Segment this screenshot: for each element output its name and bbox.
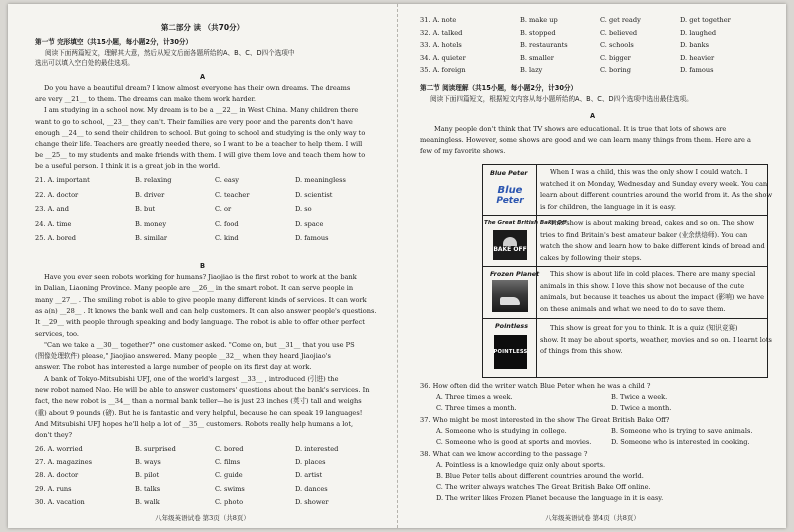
cloze-option: C. food [215, 219, 239, 228]
cloze-option: D. dances [295, 484, 328, 493]
show-name-pointless: Pointless [495, 322, 529, 330]
intro-line: few of my favorite shows. [420, 147, 506, 155]
passage-b-line: It __29__ with people through speaking and body language. The robot is able to offer other perfect [35, 318, 365, 327]
passage-b-line: don't they? [35, 431, 73, 440]
cloze-option: C. believed [600, 28, 638, 37]
show-text-line: cakes by following their steps. [540, 253, 642, 262]
q36-option-a: A. Three times a week. [436, 393, 513, 401]
cloze-option: C. photo [215, 497, 244, 506]
cloze-option: D. places [295, 458, 326, 467]
cloze-option: B. money [135, 219, 167, 228]
intro-line: Many people don't think that TV shows are educational. It is true that lots of shows are [434, 125, 727, 133]
passage-b-line: Have you ever seen robots working for humans? Jiaojiao is the first robot to work at the bank [44, 273, 357, 281]
cloze-option: D. scientist [295, 190, 333, 199]
right-page [397, 4, 786, 528]
passage-a-line: change their life. Teachers are greatly needed there, so I want to be a teacher to help them. I will [35, 140, 363, 148]
show-text-line: This show is great for you to think. It is a quiz (知识竞赛) [550, 324, 738, 332]
show-text-line: When I was a child, this was the only show I could watch. I [550, 168, 748, 176]
cloze-option: 24. A. time [35, 219, 72, 228]
show-text-line: tries to find Britain's best amateur baker (业余烘焙师). You can [540, 230, 748, 239]
passage-b-line: A bank of Tokyo-Mitsubishi UFJ, one of the world's largest __33__ , introduced (引进) the [44, 374, 339, 383]
cloze-option: D. artist [295, 471, 323, 480]
passage-a-line: Do you have a beautiful dream? I know almost everyone has their own dreams. The dreams [44, 84, 351, 92]
passage-b-line: (重) about 9 pounds (磅). But he is fantastic and very helpful, because he can speak 19 languages! [35, 408, 363, 417]
cloze-option: C. kind [215, 234, 239, 243]
right-footer: 八年级英语试卷 第4页（共8页） [545, 514, 640, 522]
q37-option-b: B. Someone who is trying to save animals. [611, 427, 753, 435]
cloze-option: B. pilot [135, 471, 160, 480]
passage-b-line: fact, the new robot is __34__ than a normal bank teller—he is just 23 inches (英寸) tall and weighs [35, 397, 362, 406]
cloze-option: C. easy [215, 176, 239, 184]
q36-option-d: D. Twice a month. [611, 404, 672, 412]
question-38: 38. What can we know according to the passage ? [420, 450, 588, 458]
q36-option-c: C. Three times a month. [436, 404, 517, 412]
q38-option-d: D. The writer likes Frozen Planet because the language in it is easy. [436, 494, 664, 502]
passage-a-line: be a useful person. I think it is a great job in the world. [35, 162, 221, 171]
cloze-option: 29. A. runs [35, 484, 72, 493]
section2-instruction: 阅读下面四篇短文，根据短文内容从每小题所给的A、B、C、D四个选项中选出最佳选项。 [430, 95, 693, 103]
passage-a-line: are very __21__ to them. The dreams can make them work harder. [35, 95, 257, 104]
question-36: 36. How often did the writer watch Blue Peter when he was a child ? [420, 382, 651, 390]
cloze-option: D. shower [295, 497, 329, 506]
section1-title: 第一节 完形填空（共15小题，每小题2分，计30分） [35, 38, 193, 46]
cloze-option: B. make up [520, 16, 558, 24]
ice-shape-icon [500, 297, 520, 305]
cloze-option: D. heavier [680, 53, 715, 62]
cloze-option: B. stopped [520, 28, 556, 37]
cloze-option: D. interested [295, 445, 339, 453]
show-name-blue-peter: Blue Peter [490, 169, 528, 177]
passage-a-line: want to go to school, __23__ they can't. Their families are very poor and the parents don't have [35, 117, 353, 126]
cloze-option: 26. A. worried [35, 445, 83, 453]
passage-b-line: "Can we take a __30__ together?" one customer asked. "Come on, but __31__ that you use PS [44, 340, 355, 349]
cloze-option: D. meaningless [295, 176, 346, 184]
cloze-option: B. surprised [135, 445, 176, 453]
cloze-option: B. walk [135, 497, 160, 506]
passage-b-line: many __27__ . The smiling robot is able to give people many different kinds of services. It can work [35, 295, 367, 304]
cloze-option: 34. A. quieter [420, 53, 466, 62]
cloze-option: C. schools [600, 41, 634, 49]
intro-line: meaningless. However, some shows are good and we can learn many things from them. Here are a [420, 136, 751, 144]
pointless-logo: POINTLESS [494, 335, 527, 369]
cloze-option: 28. A. doctor [35, 471, 79, 480]
show-text-line: animals in this show. I love this show not because of the cute [540, 281, 745, 290]
cloze-option: 31. A. note [420, 16, 457, 24]
passage-b-label: B [199, 262, 206, 270]
question-37: 37. Who might be most interested in the show The Great British Bake Off? [420, 416, 670, 424]
show-name-frozen-planet: Frozen Planet [490, 270, 540, 278]
show-text-line: on these animals and what we need to do to save them. [540, 304, 726, 313]
cloze-option: B. talks [135, 484, 161, 493]
table-divider-3 [482, 318, 767, 319]
cloze-option: C. swims [215, 484, 245, 493]
q38-option-b: B. Blue Peter tells about different countries around the world. [436, 472, 644, 480]
cloze-option: 25. A. bored [35, 234, 77, 243]
cloze-option: C. films [215, 458, 241, 467]
cloze-option: C. bigger [600, 53, 631, 62]
cloze-option: B. ways [135, 458, 161, 467]
cloze-option: D. famous [680, 66, 714, 74]
bake-off-tent-icon [503, 237, 517, 246]
cloze-option: D. famous [295, 234, 329, 243]
passage-b-line: services, too. [35, 329, 80, 338]
cloze-option: 35. A. foreign [420, 66, 466, 74]
show-text-line: This show is about life in cold places. There are many special [550, 270, 756, 278]
cloze-option: 33. A. hotels [420, 41, 462, 49]
cloze-option: D. space [295, 219, 324, 228]
cloze-option: D. get together [680, 16, 731, 24]
show-text-line: learn about different countries around the world from it. As the show [540, 191, 773, 200]
q37-option-c: C. Someone who is good at sports and movies. [436, 438, 592, 446]
cloze-option: B. driver [135, 190, 165, 199]
left-page [8, 4, 397, 528]
cloze-option: C. guide [215, 471, 243, 480]
cloze-option: D. so [295, 205, 312, 214]
passage-b-line: answer. The robot has interested a large number of people on its first day at work. [35, 363, 312, 372]
show-text-line: watched it on Monday, Wednesday and Sunday every week. You can [540, 179, 768, 188]
passage-a-line: be __25__ to my students and make friends with them. I will give them love and teach them how to [35, 151, 366, 160]
q37-option-d: D. Someone who is interested in cooking. [611, 438, 750, 446]
show-text-line: is for children, the language in it is easy. [540, 202, 676, 211]
cloze-option: B. lazy [520, 66, 543, 74]
cloze-option: 32. A. talked [420, 28, 463, 37]
passage-a-line: enough __24__ to send their children to school. But going to school and studying is the only way to [35, 128, 366, 137]
show-name-bake-off: The Great British Bake Off [484, 220, 567, 226]
part-title: 第二部分 读 （共70分） [160, 23, 245, 32]
passage-b-line: new robot named Nao. He will be able to answer customers' questions about the bank's services. In [35, 386, 370, 394]
passage-a-label: A [199, 73, 206, 81]
show-text-line: of things from this show. [540, 347, 623, 356]
section1-instruction-1: 阅读下面两篇短文，理解其大意，然后从短文后面各题所给的A、B、C、D四个选项中 [45, 49, 295, 57]
cloze-option: D. banks [680, 41, 710, 49]
cloze-option: 23. A. and [35, 205, 69, 214]
cloze-option: C. teacher [215, 190, 250, 199]
left-footer: 八年级英语试卷 第3页（共8页） [155, 514, 250, 522]
passage-b-line: (图像处理软件) please," Jiaojiao answered. Many people __32__ when they heard Jiaojiao's [35, 352, 331, 361]
exam-sheet [8, 4, 786, 528]
table-divider-1 [482, 215, 767, 216]
passage-a-line: I am studying in a school now. My dream is to be a __22__ in West China. Many children there [44, 106, 359, 115]
q37-option-a: A. Someone who is studying in college. [436, 427, 567, 435]
passage-a-label-right: A [589, 112, 596, 120]
show-text-line: watch the show and learn how to bake different kinds of bread and [540, 242, 765, 251]
passage-b-line: in Dalian, Liaoning Province. Many people are __26__ in the smart robot. It can serve people in [35, 284, 354, 293]
blue-peter-logo: Blue Peter [496, 184, 524, 206]
cloze-option: 27. A. magazines [35, 458, 92, 467]
cloze-option: C. bored [215, 445, 244, 453]
bake-off-logo: BAKE OFF [493, 230, 527, 260]
q38-option-c: C. The writer always watches The Great British Bake Off online. [436, 483, 651, 491]
section2-title: 第二节 阅读理解（共15小题，每小题2分，计30分） [420, 84, 578, 92]
cloze-option: C. or [215, 205, 232, 214]
frozen-planet-image [492, 280, 528, 312]
q38-option-a: A. Pointless is a knowledge quiz only about sports. [436, 461, 606, 469]
cloze-option: 30. A. vacation [35, 497, 85, 506]
cloze-option: C. boring [600, 66, 631, 74]
passage-b-line: as a(n) __28__ . It knows the bank well and can help customers. It can also answer people's questions. [35, 306, 377, 315]
q36-option-b: B. Twice a week. [611, 393, 668, 401]
cloze-option: D. laughed [680, 28, 717, 37]
cloze-option: 22. A. doctor [35, 190, 79, 199]
cloze-option: B. relaxing [135, 176, 172, 184]
cloze-option: B. smaller [520, 53, 554, 62]
show-text-line: animals, but because it teaches us about the impact (影响) we have [540, 293, 764, 302]
show-text-line: show. It may be about sports, weather, movies and so on. I learnt lots [540, 335, 772, 344]
show-text-line: This show is about making bread, cakes and so on. The show [550, 219, 754, 227]
cloze-option: C. get ready [600, 16, 641, 24]
cloze-option: B. similar [135, 234, 168, 243]
cloze-option: 21. A. important [35, 176, 90, 184]
cloze-option: B. but [135, 205, 156, 214]
cloze-option: B. restaurants [520, 41, 568, 49]
table-divider-2 [482, 266, 767, 267]
passage-b-line: And Mitsubishi UFJ hopes he'll help a lot of __35__ customers. Robots really help humans a lot, [35, 419, 354, 428]
section1-instruction-2: 选出可以填入空白处的最佳选项。 [35, 59, 134, 67]
